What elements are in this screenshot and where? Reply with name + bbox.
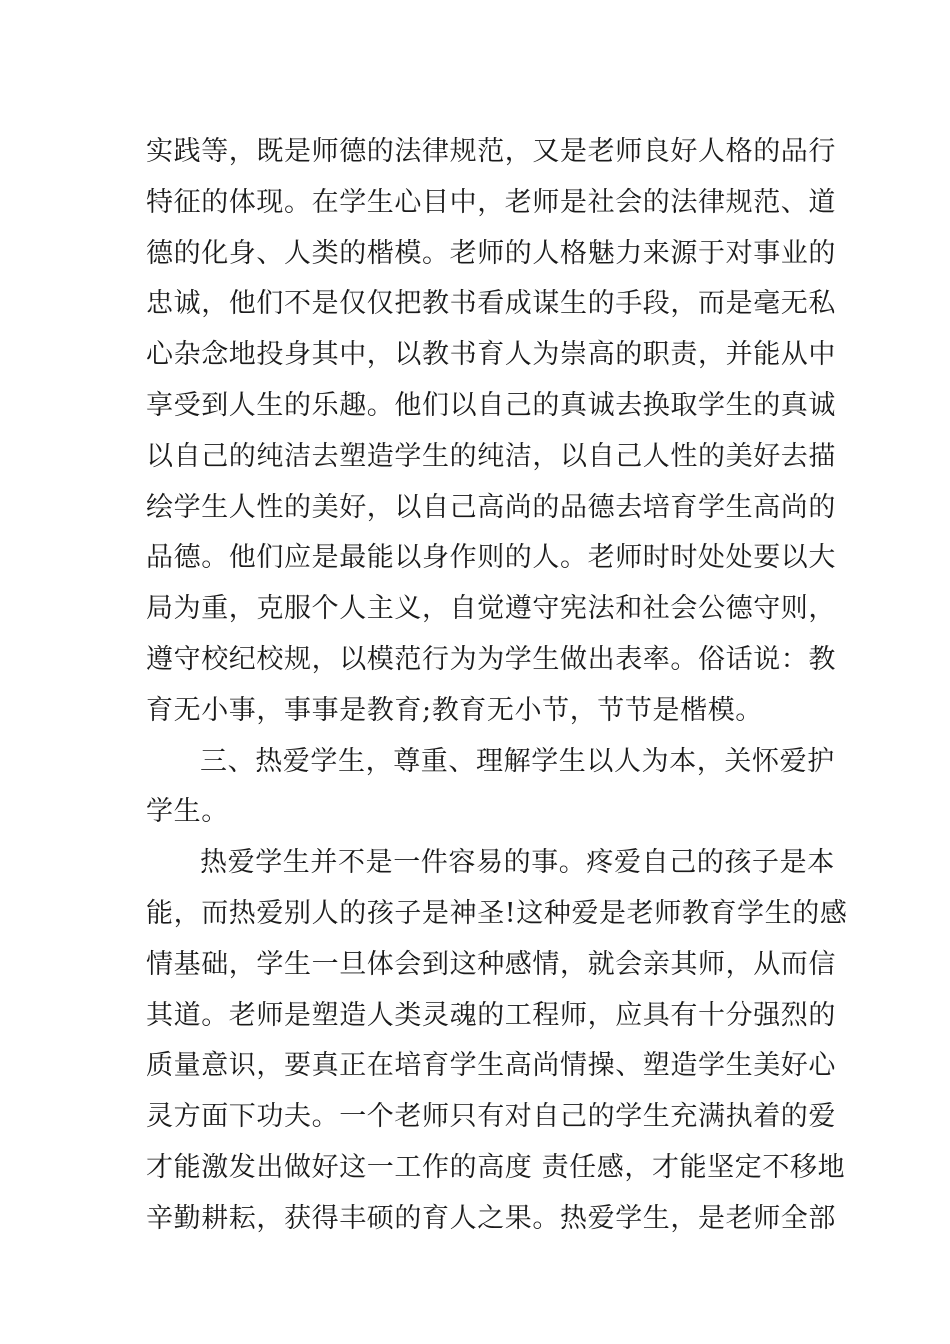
text-line: 以自己的纯洁去塑造学生的纯洁，以自己人性的美好去描 xyxy=(146,440,836,472)
text-line: 特征的体现。在学生心目中，老师是社会的法律规范、道 xyxy=(146,186,836,218)
text-line: 品德。他们应是最能以身作则的人。老师时时处处要以大 xyxy=(146,542,836,574)
text-line: 心杂念地投身其中，以教书育人为崇高的职责，并能从中 xyxy=(146,339,836,371)
text-line: 忠诚，他们不是仅仅把教书看成谋生的手段，而是毫无私 xyxy=(146,288,836,320)
text-line: 热爱学生并不是一件容易的事。疼爱自己的孩子是本 xyxy=(200,847,835,879)
text-line: 能，而热爱别人的孩子是神圣!这种爱是老师教育学生的感 xyxy=(146,897,848,929)
document-body xyxy=(146,127,848,1245)
text-line: 育无小事，事事是教育;教育无小节，节节是楷模。 xyxy=(146,694,763,726)
text-line: 辛勤耕耘，获得丰硕的育人之果。热爱学生，是老师全部 xyxy=(146,1202,836,1234)
text-line: 学生。 xyxy=(146,796,229,828)
text-line: 遵守校纪校规，以模范行为为学生做出表率。俗话说：教 xyxy=(146,643,836,675)
text-line: 其道。老师是塑造人类灵魂的工程师，应具有十分强烈的 xyxy=(146,999,836,1031)
text-line: 实践等，既是师德的法律规范，又是老师良好人格的品行 xyxy=(146,136,836,167)
text-line: 灵方面下功夫。一个老师只有对自己的学生充满执着的爱 xyxy=(146,1101,836,1133)
text-line: 质量意识，要真正在培育学生高尚情操、塑造学生美好心 xyxy=(146,1050,836,1082)
text-line: 德的化身、人类的楷模。老师的人格魅力来源于对事业的 xyxy=(146,237,836,269)
text-line: 才能激发出做好这一工作的高度 责任感，才能坚定不移地 xyxy=(146,1151,846,1183)
text-line: 情基础，学生一旦体会到这种感情，就会亲其师，从而信 xyxy=(146,948,836,980)
text-line: 绘学生人性的美好，以自己高尚的品德去培育学生高尚的 xyxy=(146,491,836,523)
text-line: 局为重，克服个人主义，自觉遵守宪法和社会公德守则， xyxy=(146,593,836,625)
text-line: 享受到人生的乐趣。他们以自己的真诚去换取学生的真诚 xyxy=(146,389,836,421)
text-line: 三、热爱学生，尊重、理解学生以人为本，关怀爱护 xyxy=(200,745,835,777)
